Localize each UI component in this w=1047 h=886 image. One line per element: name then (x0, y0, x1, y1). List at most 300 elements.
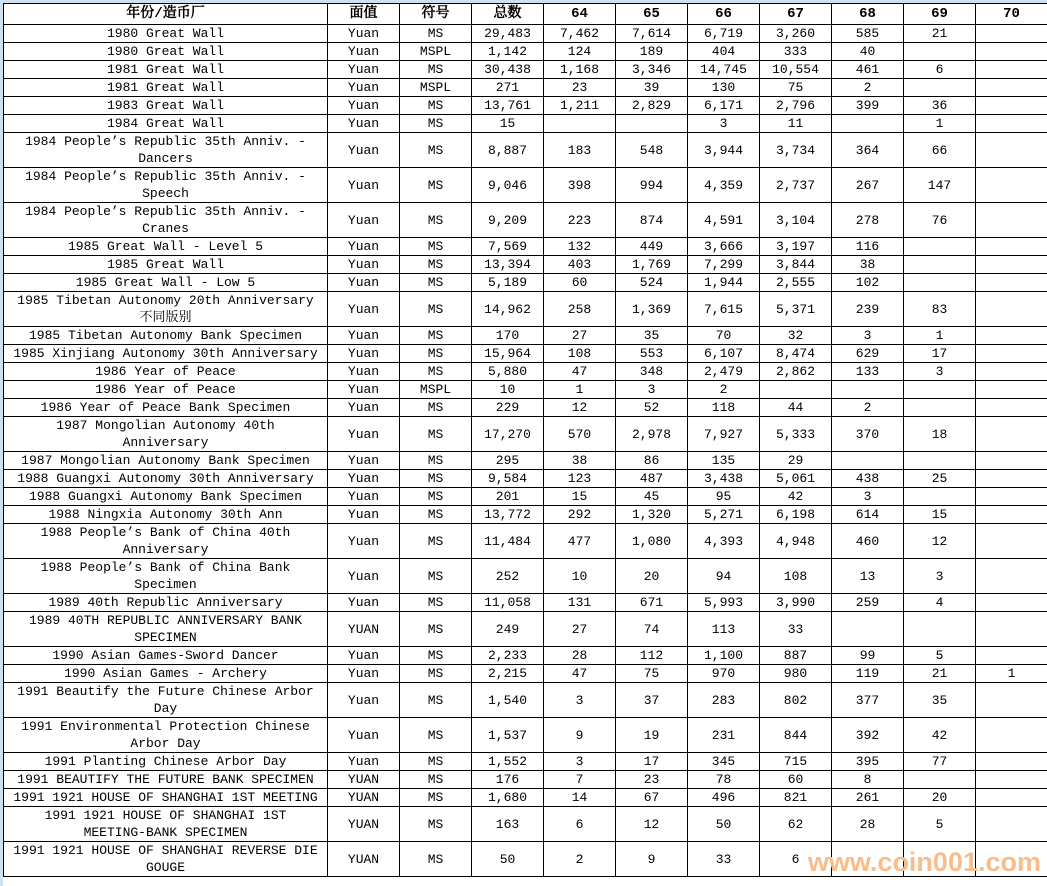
count-cell: 1 (904, 115, 976, 133)
table-row (4, 506, 1047, 524)
count-cell: 147 (904, 168, 976, 203)
count-cell: 671 (616, 594, 688, 612)
count-cell: 86 (616, 452, 688, 470)
count-cell (976, 327, 1047, 345)
count-cell: 3 (904, 363, 976, 381)
count-cell: 135 (688, 452, 760, 470)
count-cell: 524 (616, 274, 688, 292)
count-cell: 8 (832, 771, 904, 789)
count-cell: Yuan (328, 506, 400, 524)
count-cell: 2,215 (472, 665, 544, 683)
coin-name-cell: 1987 Mongolian Autonomy Bank Specimen (4, 452, 328, 470)
count-cell: Yuan (328, 274, 400, 292)
count-cell: Yuan (328, 25, 400, 43)
count-cell: 95 (688, 488, 760, 506)
count-cell: MSPL (400, 43, 472, 61)
column-header-8: 68 (832, 4, 904, 25)
count-cell: MS (400, 524, 472, 559)
count-cell: 333 (760, 43, 832, 61)
count-cell: MS (400, 612, 472, 647)
count-cell: Yuan (328, 168, 400, 203)
count-cell: 27 (544, 327, 616, 345)
table-row (4, 345, 1047, 363)
count-cell (976, 238, 1047, 256)
count-cell: 3 (544, 753, 616, 771)
count-cell: 183 (544, 133, 616, 168)
count-cell: MS (400, 647, 472, 665)
count-cell (976, 594, 1047, 612)
count-cell: 2 (832, 79, 904, 97)
count-cell: YUAN (328, 771, 400, 789)
count-cell: 20 (904, 789, 976, 807)
count-cell: 1,369 (616, 292, 688, 327)
coin-name-cell: 1984 People’s Republic 35th Anniv. - Speech (4, 168, 328, 203)
count-cell (976, 381, 1047, 399)
count-cell: MS (400, 559, 472, 594)
count-cell: MS (400, 470, 472, 488)
count-cell: MS (400, 452, 472, 470)
count-cell: 2,479 (688, 363, 760, 381)
coin-name-cell: 1991 Beautify the Future Chinese Arbor Day (4, 683, 328, 718)
count-cell: MS (400, 399, 472, 417)
count-cell: 28 (544, 647, 616, 665)
table-row (4, 399, 1047, 417)
count-cell: 259 (832, 594, 904, 612)
count-cell: Yuan (328, 292, 400, 327)
count-cell (976, 683, 1047, 718)
count-cell: 1,211 (544, 97, 616, 115)
count-cell: 6 (904, 61, 976, 79)
count-cell (904, 381, 976, 399)
count-cell: 295 (472, 452, 544, 470)
count-cell: Yuan (328, 594, 400, 612)
count-cell (904, 79, 976, 97)
coin-name-cell: 1988 Guangxi Autonomy 30th Anniversary (4, 470, 328, 488)
table-row (4, 363, 1047, 381)
count-cell (904, 399, 976, 417)
count-cell: 189 (616, 43, 688, 61)
count-cell: MS (400, 292, 472, 327)
column-header-1: 面值 (328, 4, 400, 25)
count-cell (904, 612, 976, 647)
count-cell: 33 (760, 612, 832, 647)
count-cell: 5,880 (472, 363, 544, 381)
count-cell: 614 (832, 506, 904, 524)
coin-name-cell: 1988 People’s Bank of China Bank Specimen (4, 559, 328, 594)
count-cell: 370 (832, 417, 904, 452)
count-cell: 395 (832, 753, 904, 771)
count-cell (832, 452, 904, 470)
count-cell: 3,104 (760, 203, 832, 238)
table-row (4, 203, 1047, 238)
count-cell: 201 (472, 488, 544, 506)
count-cell: Yuan (328, 43, 400, 61)
count-cell: 62 (760, 807, 832, 842)
count-cell: 75 (760, 79, 832, 97)
count-cell (976, 842, 1047, 877)
count-cell: Yuan (328, 452, 400, 470)
coin-name-cell: 1981 Great Wall (4, 79, 328, 97)
count-cell: 15 (472, 115, 544, 133)
count-cell: 1,168 (544, 61, 616, 79)
count-cell (976, 274, 1047, 292)
count-cell (976, 25, 1047, 43)
count-cell: 23 (544, 79, 616, 97)
watermark: www.coin001.com (807, 847, 1041, 877)
count-cell: 348 (616, 363, 688, 381)
count-cell: Yuan (328, 559, 400, 594)
count-cell: MS (400, 718, 472, 753)
count-cell: 42 (904, 718, 976, 753)
count-cell: 108 (760, 559, 832, 594)
count-cell: 1,320 (616, 506, 688, 524)
coin-name-cell: 1989 40TH REPUBLIC ANNIVERSARY BANK SPECIMEN (4, 612, 328, 647)
count-cell: 10 (544, 559, 616, 594)
count-cell: 1,080 (616, 524, 688, 559)
count-cell: Yuan (328, 79, 400, 97)
count-cell: 364 (832, 133, 904, 168)
count-cell: 2,978 (616, 417, 688, 452)
table-row (4, 559, 1047, 594)
count-cell: 449 (616, 238, 688, 256)
count-cell: 47 (544, 363, 616, 381)
count-cell: 37 (616, 683, 688, 718)
count-cell: Yuan (328, 327, 400, 345)
coin-name-cell: 1991 1921 HOUSE OF SHANGHAI 1ST MEETING (4, 789, 328, 807)
count-cell: 6,719 (688, 25, 760, 43)
count-cell: 553 (616, 345, 688, 363)
count-cell: 5 (904, 807, 976, 842)
count-cell: 17,270 (472, 417, 544, 452)
count-cell: 21 (904, 665, 976, 683)
count-cell: 3,944 (688, 133, 760, 168)
table-row (4, 168, 1047, 203)
count-cell: 45 (616, 488, 688, 506)
count-cell: 94 (688, 559, 760, 594)
count-cell: Yuan (328, 238, 400, 256)
count-cell: Yuan (328, 256, 400, 274)
count-cell: 76 (904, 203, 976, 238)
count-cell: MS (400, 61, 472, 79)
count-cell (976, 61, 1047, 79)
count-cell: 75 (616, 665, 688, 683)
count-cell (976, 417, 1047, 452)
count-cell: 2,829 (616, 97, 688, 115)
count-cell: 249 (472, 612, 544, 647)
coin-name-cell: 1981 Great Wall (4, 61, 328, 79)
count-cell: MSPL (400, 381, 472, 399)
count-cell: 14,745 (688, 61, 760, 79)
count-cell: MS (400, 25, 472, 43)
count-cell (976, 807, 1047, 842)
count-cell: 10,554 (760, 61, 832, 79)
coin-name-cell: 1984 Great Wall (4, 115, 328, 133)
count-cell: 67 (616, 789, 688, 807)
count-cell: 19 (616, 718, 688, 753)
count-cell: MS (400, 274, 472, 292)
table-row (4, 79, 1047, 97)
count-cell: 970 (688, 665, 760, 683)
table-row (4, 842, 1047, 877)
coin-name-cell: 1988 Guangxi Autonomy Bank Specimen (4, 488, 328, 506)
count-cell: YUAN (328, 612, 400, 647)
column-header-7: 67 (760, 4, 832, 25)
count-cell: 398 (544, 168, 616, 203)
count-cell: MSPL (400, 79, 472, 97)
count-cell: 176 (472, 771, 544, 789)
count-cell: MS (400, 683, 472, 718)
count-cell: 42 (760, 488, 832, 506)
count-cell: 461 (832, 61, 904, 79)
count-cell: 345 (688, 753, 760, 771)
count-cell: 13,394 (472, 256, 544, 274)
coin-name-cell: 1985 Tibetan Autonomy Bank Specimen (4, 327, 328, 345)
count-cell: 119 (832, 665, 904, 683)
table-row (4, 718, 1047, 753)
count-cell: 629 (832, 345, 904, 363)
count-cell (976, 789, 1047, 807)
count-cell: 32 (760, 327, 832, 345)
table-row (4, 771, 1047, 789)
count-cell: 994 (616, 168, 688, 203)
count-cell: 9,046 (472, 168, 544, 203)
count-cell: 5,189 (472, 274, 544, 292)
count-cell (976, 452, 1047, 470)
count-cell: 1,944 (688, 274, 760, 292)
count-cell: MS (400, 97, 472, 115)
table-body (4, 25, 1047, 877)
count-cell: 12 (904, 524, 976, 559)
count-cell: 17 (616, 753, 688, 771)
count-cell: 7 (544, 771, 616, 789)
column-header-5: 65 (616, 4, 688, 25)
count-cell: 83 (904, 292, 976, 327)
count-cell: Yuan (328, 133, 400, 168)
count-cell: 28 (832, 807, 904, 842)
count-cell (976, 256, 1047, 274)
count-cell: 802 (760, 683, 832, 718)
count-cell: 3 (904, 559, 976, 594)
count-cell (976, 647, 1047, 665)
count-cell: 5,993 (688, 594, 760, 612)
count-cell: 5 (904, 647, 976, 665)
count-cell: 5,061 (760, 470, 832, 488)
count-cell: 7,569 (472, 238, 544, 256)
count-cell: Yuan (328, 363, 400, 381)
count-cell: Yuan (328, 488, 400, 506)
count-cell: 15,964 (472, 345, 544, 363)
count-cell: 887 (760, 647, 832, 665)
table-row (4, 594, 1047, 612)
coin-name-cell: 1980 Great Wall (4, 25, 328, 43)
count-cell: MS (400, 168, 472, 203)
count-cell: MS (400, 753, 472, 771)
table-row (4, 61, 1047, 79)
count-cell (976, 97, 1047, 115)
count-cell: 50 (472, 842, 544, 877)
count-cell: Yuan (328, 718, 400, 753)
count-cell: 20 (616, 559, 688, 594)
column-header-3: 总数 (472, 4, 544, 25)
count-cell: 39 (616, 79, 688, 97)
coin-name-cell: 1983 Great Wall (4, 97, 328, 115)
count-cell: Yuan (328, 647, 400, 665)
count-cell: 29 (760, 452, 832, 470)
count-cell: 27 (544, 612, 616, 647)
count-cell: 7,927 (688, 417, 760, 452)
coin-name-cell: 1991 BEAUTIFY THE FUTURE BANK SPECIMEN (4, 771, 328, 789)
column-header-9: 69 (904, 4, 976, 25)
count-cell: 44 (760, 399, 832, 417)
count-cell (976, 363, 1047, 381)
count-cell: 47 (544, 665, 616, 683)
coin-name-cell: 1986 Year of Peace Bank Specimen (4, 399, 328, 417)
count-cell (832, 115, 904, 133)
count-cell: Yuan (328, 345, 400, 363)
count-cell: 118 (688, 399, 760, 417)
count-cell: 130 (688, 79, 760, 97)
count-cell: 15 (544, 488, 616, 506)
count-cell: 2 (544, 842, 616, 877)
count-cell: MS (400, 238, 472, 256)
count-cell: MS (400, 665, 472, 683)
count-cell: 123 (544, 470, 616, 488)
count-cell: 11,484 (472, 524, 544, 559)
count-cell: Yuan (328, 470, 400, 488)
coin-name-cell: 1988 People’s Bank of China 40th Anniversary (4, 524, 328, 559)
count-cell: 874 (616, 203, 688, 238)
coin-name-cell: 1986 Year of Peace (4, 381, 328, 399)
count-cell: 6 (544, 807, 616, 842)
count-cell (904, 238, 976, 256)
table-row (4, 488, 1047, 506)
count-cell (760, 381, 832, 399)
count-cell (904, 256, 976, 274)
count-cell (976, 292, 1047, 327)
count-cell: 271 (472, 79, 544, 97)
count-cell: 2 (688, 381, 760, 399)
count-cell: 5,271 (688, 506, 760, 524)
count-cell: 35 (616, 327, 688, 345)
count-cell: 3,260 (760, 25, 832, 43)
count-cell: 487 (616, 470, 688, 488)
count-cell: 1 (904, 327, 976, 345)
count-cell: MS (400, 417, 472, 452)
count-cell: Yuan (328, 753, 400, 771)
count-cell: 278 (832, 203, 904, 238)
count-cell: 21 (904, 25, 976, 43)
count-cell: 6,198 (760, 506, 832, 524)
count-cell: 10 (472, 381, 544, 399)
count-cell (832, 612, 904, 647)
count-cell: YUAN (328, 789, 400, 807)
coin-name-cell: 1991 1921 HOUSE OF SHANGHAI 1ST MEETING-BANK SPECIMEN (4, 807, 328, 842)
count-cell: 7,615 (688, 292, 760, 327)
table-row (4, 807, 1047, 842)
count-cell: 1 (976, 665, 1047, 683)
count-cell: 3 (544, 683, 616, 718)
count-cell: 4,393 (688, 524, 760, 559)
count-cell (904, 43, 976, 61)
count-cell: 548 (616, 133, 688, 168)
count-cell: Yuan (328, 524, 400, 559)
count-cell: 3,734 (760, 133, 832, 168)
count-cell: 132 (544, 238, 616, 256)
count-cell: 14,962 (472, 292, 544, 327)
count-cell (976, 43, 1047, 61)
count-cell: 404 (688, 43, 760, 61)
count-cell: 7,614 (616, 25, 688, 43)
count-cell (904, 771, 976, 789)
count-cell: Yuan (328, 683, 400, 718)
count-cell: 3 (688, 115, 760, 133)
table-row (4, 238, 1047, 256)
count-cell (976, 612, 1047, 647)
table-row (4, 327, 1047, 345)
count-cell: 1,769 (616, 256, 688, 274)
coin-name-cell: 1988 Ningxia Autonomy 30th Ann (4, 506, 328, 524)
count-cell: 116 (832, 238, 904, 256)
count-cell: 1,540 (472, 683, 544, 718)
count-cell (616, 115, 688, 133)
table-row (4, 256, 1047, 274)
count-cell: 78 (688, 771, 760, 789)
count-cell: 231 (688, 718, 760, 753)
count-cell (904, 842, 976, 877)
count-cell: Yuan (328, 665, 400, 683)
count-cell: 18 (904, 417, 976, 452)
count-cell: MS (400, 327, 472, 345)
count-cell: 570 (544, 417, 616, 452)
coin-name-cell: 1990 Asian Games-Sword Dancer (4, 647, 328, 665)
count-cell: 403 (544, 256, 616, 274)
count-cell: 12 (616, 807, 688, 842)
count-cell: 102 (832, 274, 904, 292)
count-cell: 377 (832, 683, 904, 718)
count-cell: 239 (832, 292, 904, 327)
count-cell: 60 (544, 274, 616, 292)
count-cell (976, 559, 1047, 594)
count-cell: 113 (688, 612, 760, 647)
count-cell: 38 (544, 452, 616, 470)
count-cell: 77 (904, 753, 976, 771)
count-cell: 33 (688, 842, 760, 877)
count-cell: 3 (616, 381, 688, 399)
coin-name-cell: 1985 Great Wall - Level 5 (4, 238, 328, 256)
count-cell: 9,584 (472, 470, 544, 488)
count-cell: 170 (472, 327, 544, 345)
table-row (4, 683, 1047, 718)
count-cell: Yuan (328, 417, 400, 452)
count-cell: Yuan (328, 399, 400, 417)
coin-name-cell: 1985 Great Wall - Low 5 (4, 274, 328, 292)
count-cell (976, 399, 1047, 417)
count-cell: 3,666 (688, 238, 760, 256)
count-cell: 4,359 (688, 168, 760, 203)
count-cell: 9,209 (472, 203, 544, 238)
count-cell: 36 (904, 97, 976, 115)
count-cell: 3,844 (760, 256, 832, 274)
count-cell (976, 79, 1047, 97)
count-cell: 38 (832, 256, 904, 274)
count-cell (976, 168, 1047, 203)
count-cell: 5,333 (760, 417, 832, 452)
count-cell: 9 (544, 718, 616, 753)
column-header-0: 年份/造币厂 (4, 4, 328, 25)
count-cell: 7,299 (688, 256, 760, 274)
count-cell (904, 452, 976, 470)
count-cell (976, 771, 1047, 789)
